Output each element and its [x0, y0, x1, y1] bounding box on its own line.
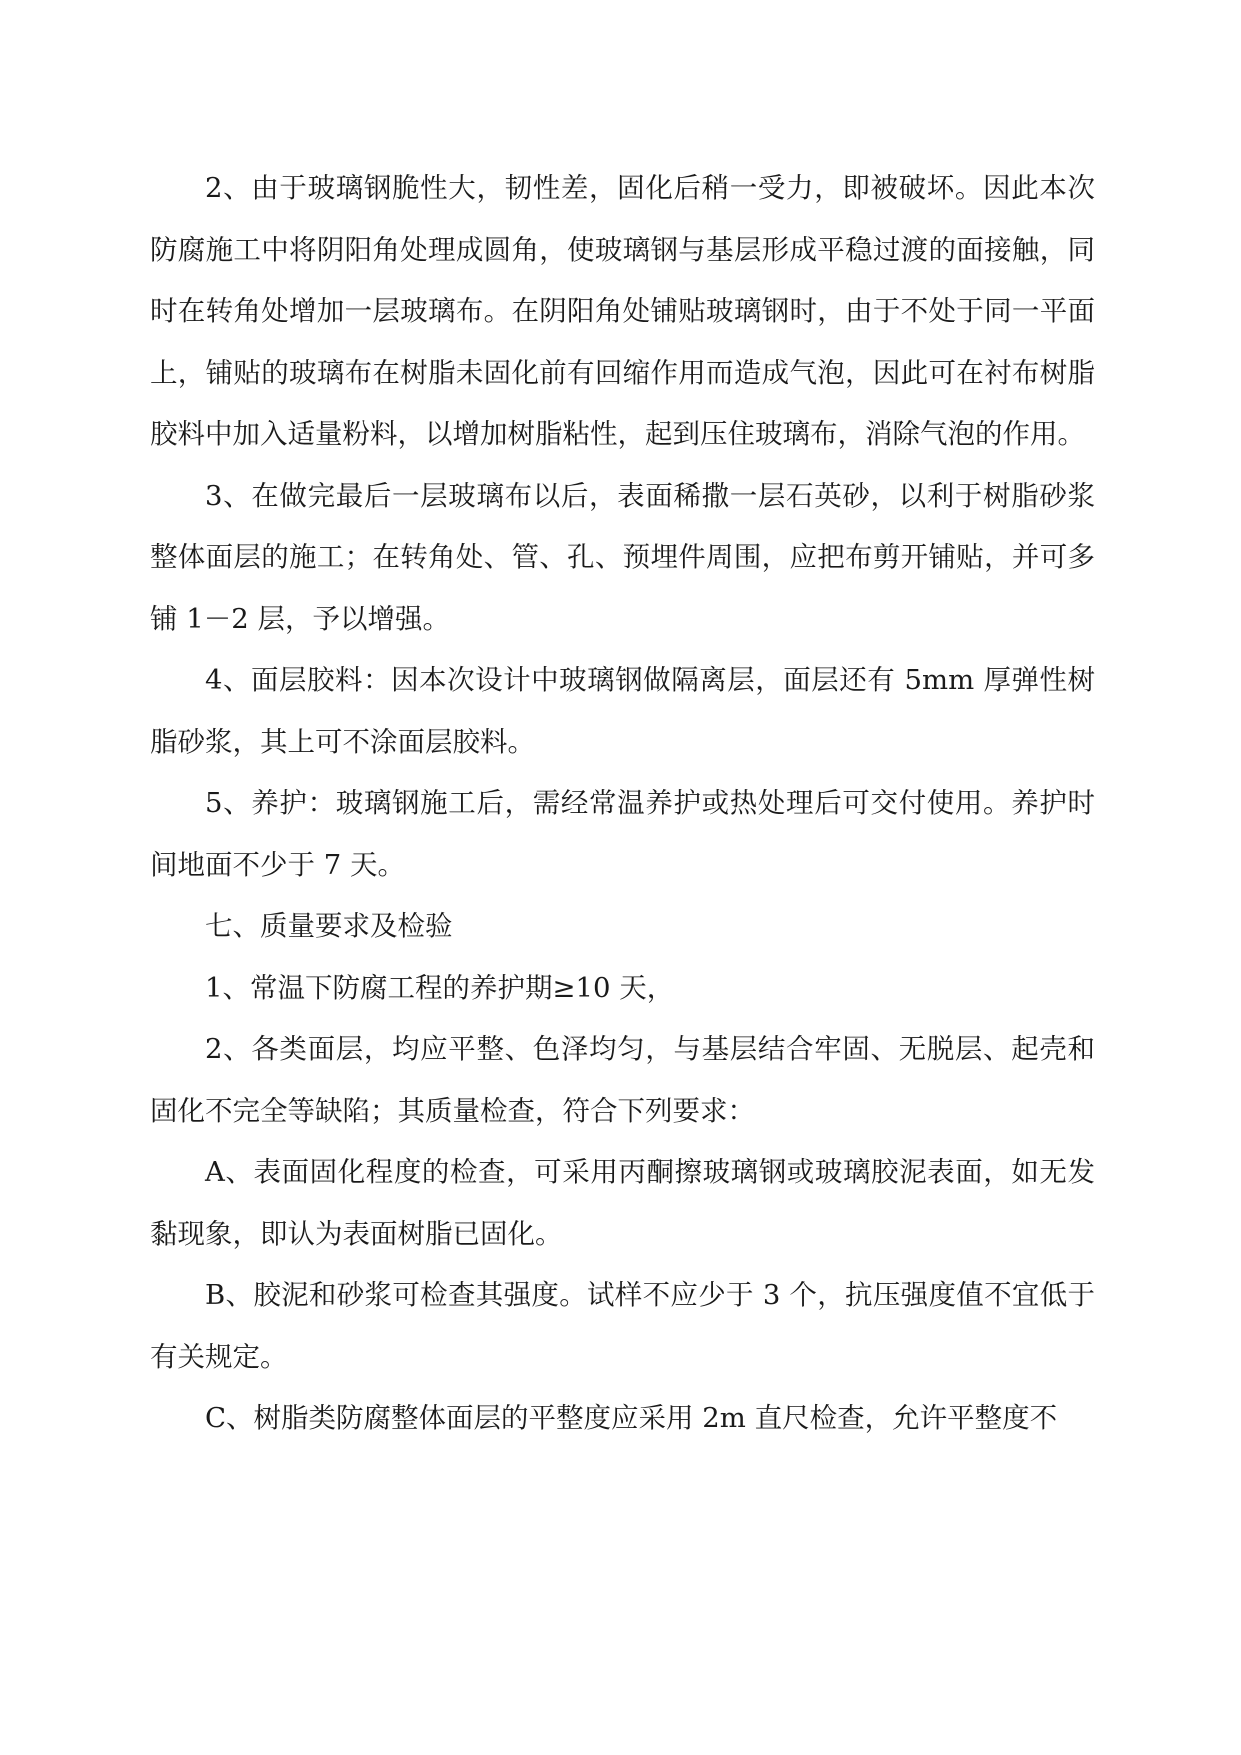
paragraph-curing-period: 1、常温下防腐工程的养护期≥10 天，: [205, 971, 675, 1004]
paragraph-quartz-sand: 3、在做完最后一层玻璃布以后，表面稀撒一层石英砂，以利于树脂砂浆整体面层的施工；在转角处、管、孔、预埋件周围，应把布剪开铺贴，并可多铺 1－2 层，予以增强。: [150, 479, 1095, 635]
paragraph-item-b: B、胶泥和砂浆可检查其强度。试样不应少于 3 个，抗压强度值不宜低于有关规定。: [150, 1279, 1095, 1373]
paragraph-fiberglass-corners: 2、由于玻璃钢脆性大，韧性差，固化后稍一受力，即被破坏。因此本次防腐施工中将阴阳角处理成圆角，使玻璃钢与基层形成平稳过渡的面接触，同时在转角处增加一层玻璃布。在阴阳角处铺贴玻璃钢时，由于不处于同一平面上，铺贴的玻璃布在树脂未固化前有回缩作用而造成气泡，因此可在衬布树脂胶料中加入适量粉料，以增加树脂粘性，起到压住玻璃布，消除气泡的作用。: [150, 172, 1095, 450]
body-text: [150, 158, 1095, 1450]
paragraph-surface-requirements: 2、各类面层，均应平整、色泽均匀，与基层结合牢固、无脱层、起壳和固化不完全等缺陷；其质量检查，符合下列要求：: [150, 1033, 1095, 1127]
paragraph-curing: 5、养护：玻璃钢施工后，需经常温养护或热处理后可交付使用。养护时间地面不少于 7 天。: [150, 787, 1095, 881]
section-heading-quality: 七、质量要求及检验: [205, 910, 453, 942]
paragraph-item-a: A、表面固化程度的检查，可采用丙酮擦玻璃钢或玻璃胶泥表面，如无发黏现象，即认为表面树脂已固化。: [150, 1156, 1095, 1250]
paragraph-surface-binder: 4、面层胶料：因本次设计中玻璃钢做隔离层，面层还有 5mm 厚弹性树脂砂浆，其上可不涂面层胶料。: [150, 664, 1095, 758]
paragraph-item-c: C、树脂类防腐整体面层的平整度应采用 2m 直尺检查，允许平整度不: [205, 1402, 1058, 1434]
